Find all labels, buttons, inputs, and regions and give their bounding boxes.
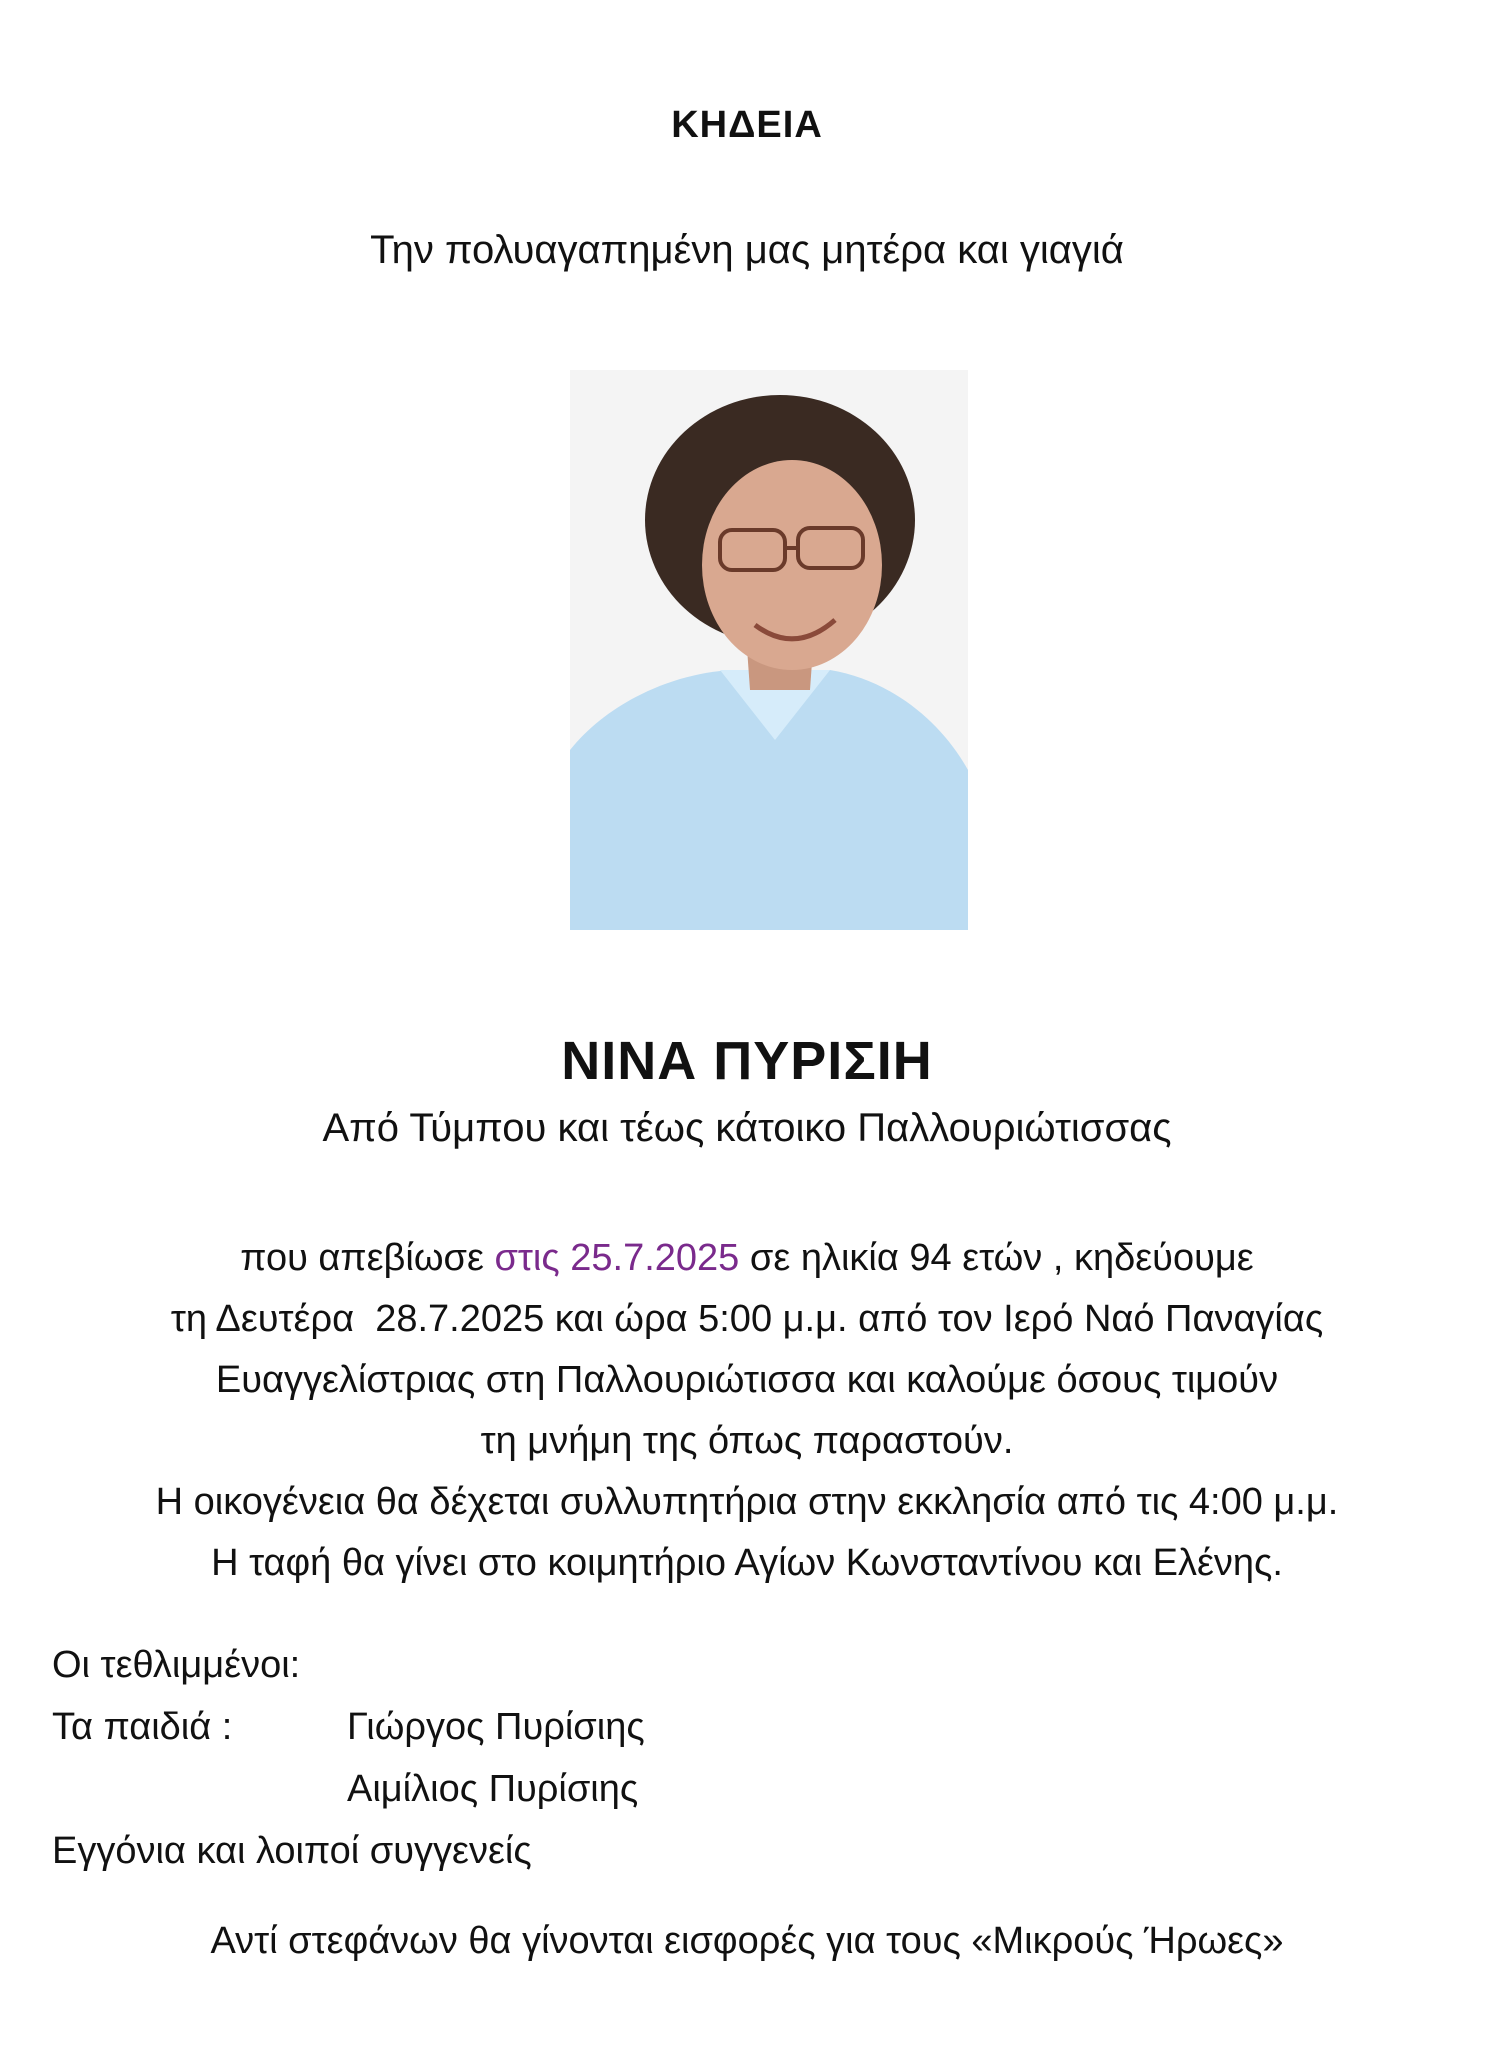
- deceased-origin: Από Τύμπου και τέως κάτοικο Παλλουριώτισσας: [322, 1106, 1172, 1150]
- dedication-line: Την πολυαγαπημένη μας μητέρα και γιαγιά: [370, 228, 1124, 272]
- announcement-line-6: Η ταφή θα γίνει στο κοιμητήριο Αγίων Κωνσταντίνου και Ελένης.: [211, 1542, 1283, 1584]
- children-label: Τα παιδιά :: [52, 1706, 233, 1748]
- child-name: Γιώργος Πυρίσιης: [347, 1706, 645, 1748]
- announcement-line-4: τη μνήμη της όπως παραστούν.: [480, 1420, 1014, 1462]
- announcement-line-1-prefix: που απεβίωσε: [240, 1237, 495, 1279]
- death-date: στις 25.7.2025: [494, 1237, 740, 1279]
- announcement-line-1-suffix: σε ηλικία 94 ετών , κηδεύουμε: [739, 1237, 1254, 1279]
- deceased-name: ΝΙΝΑ ΠΥΡΙΣΙΗ: [561, 1031, 933, 1091]
- children-row: [52, 1696, 645, 1758]
- mourners-heading: Οι τεθλιμμένοι:: [52, 1644, 301, 1686]
- portrait-illustration: [570, 370, 968, 930]
- other-relatives: Εγγόνια και λοιποί συγγενείς: [52, 1830, 532, 1872]
- donation-note: Αντί στεφάνων θα γίνονται εισφορές για τους «Μικρούς Ήρωες»: [210, 1920, 1284, 1962]
- announcement-line-1: [0, 1228, 1494, 1289]
- child-name: Αιμίλιος Πυρίσιης: [347, 1768, 639, 1810]
- page-title: ΚΗΔΕΙΑ: [671, 104, 823, 146]
- funeral-announcement: [0, 1228, 1494, 1594]
- portrait-photo: [570, 370, 968, 930]
- announcement-line-3: Ευαγγελίστριας στη Παλλουριώτισσα και καλούμε όσους τιμούν: [215, 1359, 1279, 1401]
- announcement-line-2: τη Δευτέρα 28.7.2025 και ώρα 5:00 μ.μ. από τον Ιερό Ναό Παναγίας: [170, 1298, 1324, 1340]
- announcement-line-5: Η οικογένεια θα δέχεται συλλυπητήρια στην εκκλησία από τις 4:00 μ.μ.: [155, 1481, 1339, 1523]
- mourners-section: [52, 1634, 645, 1882]
